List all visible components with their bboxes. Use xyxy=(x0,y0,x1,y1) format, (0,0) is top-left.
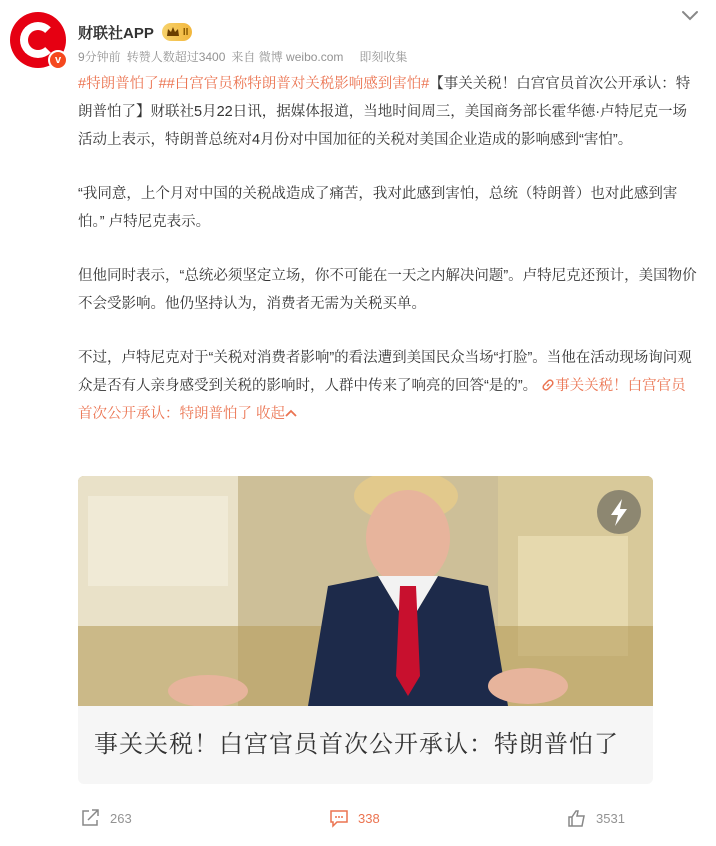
author-row xyxy=(78,20,192,44)
collapse-label: 收起 xyxy=(256,406,286,422)
repost-info: 转赞人数超过3400 xyxy=(126,50,226,64)
post-paragraph: 但他同时表示，“总统必须坚定立场，你不可能在一天之内解决问题”。卢特尼克还预计，美国物价不会受影响。他仍坚持认为，消费者无需为关税买单。 xyxy=(78,268,697,312)
post-actions xyxy=(0,800,716,840)
post-source[interactable]: 来自 微博 weibo.com xyxy=(231,50,344,64)
vip-level: II xyxy=(182,26,189,38)
comment-icon xyxy=(328,808,350,828)
article-card-title: 事关关税！白宫官员首次公开承认：特朗普怕了 xyxy=(94,731,619,758)
author-name[interactable]: 财联社APP xyxy=(78,24,154,42)
chevron-down-icon[interactable] xyxy=(680,8,700,24)
collect-link[interactable]: 即刻收集 xyxy=(359,50,408,64)
post-paragraph xyxy=(78,344,698,428)
comment-count: 338 xyxy=(358,810,380,826)
link-icon xyxy=(541,378,555,392)
comment-button[interactable] xyxy=(328,808,380,828)
like-count: 3531 xyxy=(596,810,625,826)
post-time: 9分钟前 xyxy=(78,50,121,64)
forward-button[interactable] xyxy=(80,808,132,828)
post-paragraph xyxy=(78,70,698,154)
article-photo xyxy=(78,476,653,706)
paragraph-text: 不过，卢特尼克对于“关税对消费者影响”的看法遭到美国民众当场“打脸”。当他在活动现场询问观众是否有人亲身感受到关税的影响时，人群中传来了响亮的回答“是的”。 xyxy=(78,350,692,394)
like-button[interactable] xyxy=(566,808,625,828)
collapse-button[interactable] xyxy=(256,406,297,422)
chevron-up-icon xyxy=(285,408,297,418)
share-icon xyxy=(80,808,102,828)
article-link-text: 事关关税！白宫官员首次公开承认：特朗普怕了 xyxy=(78,378,686,422)
thumbs-up-icon xyxy=(566,808,588,828)
article-card[interactable] xyxy=(78,476,653,784)
post-paragraph: “我同意，上个月对中国的关税战造成了痛苦，我对此感到害怕，总统（特朗普）也对此感到害怕。” 卢特尼克表示。 xyxy=(78,186,678,230)
verified-badge-icon: v xyxy=(48,50,68,70)
paragraph-text: 【事关关税！白宫官员首次公开承认：特朗普怕了】财联社5月22日讯，据媒体报道，当地时间周三，美国商务部长霍华德·卢特尼克一场活动上表示，特朗普总统对4月份对中国加征的关税对美国企业造成的影响感到“害怕”。 xyxy=(78,76,691,148)
author-avatar[interactable] xyxy=(10,12,66,68)
post-header xyxy=(0,0,716,76)
post-content xyxy=(78,70,698,454)
flash-icon[interactable] xyxy=(597,490,641,534)
crown-icon xyxy=(166,26,180,38)
post-meta xyxy=(78,48,407,65)
hashtag-link[interactable]: #特朗普怕了# xyxy=(78,76,167,92)
hashtag-link[interactable]: #白宫官员称特朗普对关税影响感到害怕# xyxy=(166,76,430,92)
forward-count: 263 xyxy=(110,810,132,826)
vip-badge[interactable] xyxy=(162,23,193,41)
